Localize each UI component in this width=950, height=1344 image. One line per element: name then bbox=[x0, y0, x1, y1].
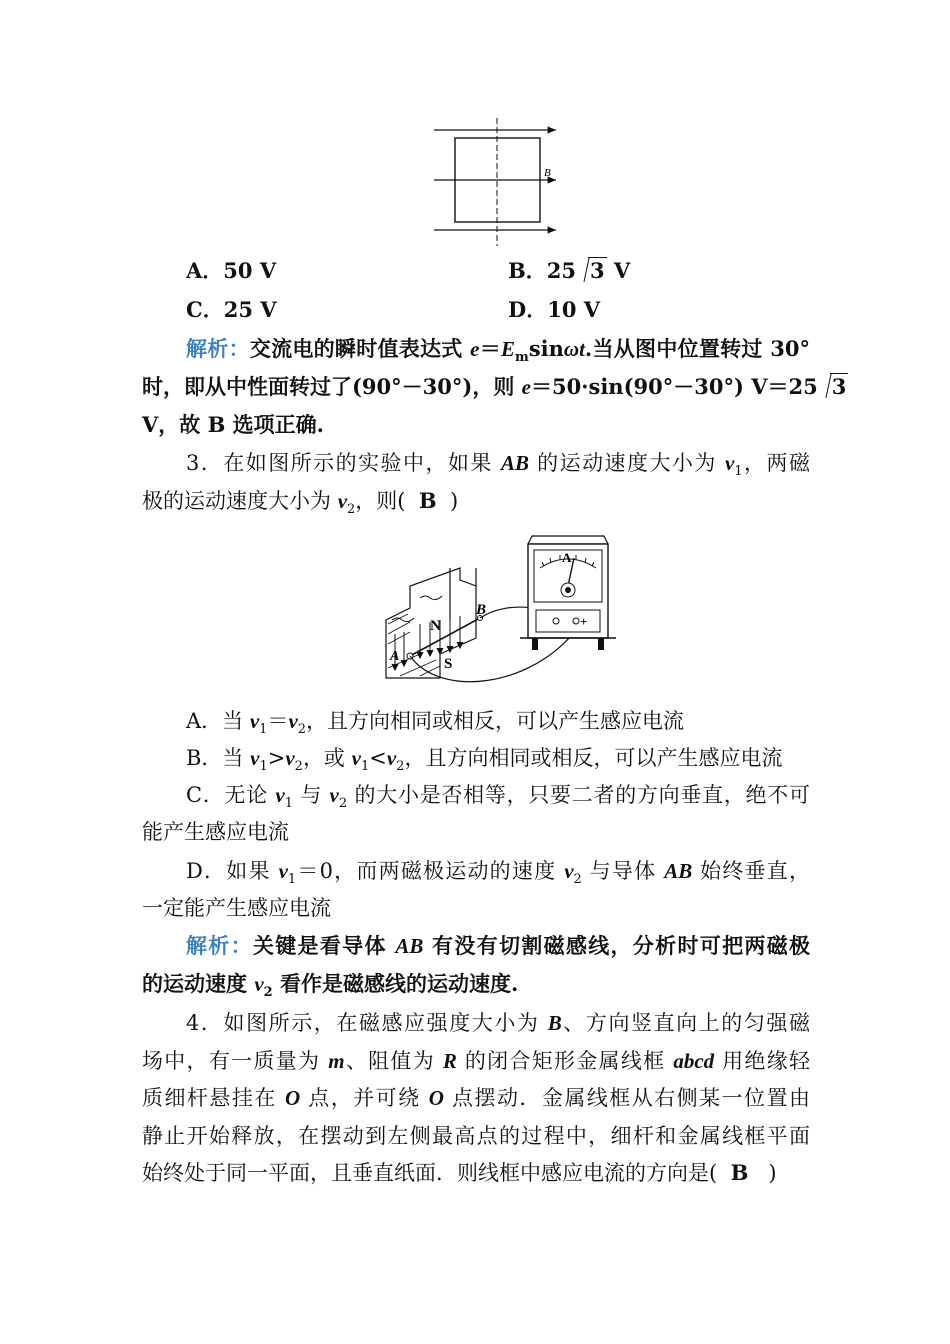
q2-option-d: D．10 V bbox=[508, 297, 601, 322]
q2-option-a: A．50 V bbox=[186, 258, 277, 283]
label-pole-n: N bbox=[430, 618, 441, 634]
q4-answer: B bbox=[730, 1160, 749, 1185]
q3-option-c-line2: 能产生感应电流 bbox=[142, 820, 289, 844]
q4-stem-line2: 场中，有一质量为 m、阻值为 R 的闭合矩形金属线框 abcd 用绝缘轻 bbox=[142, 1049, 810, 1073]
label-conductor-b: B bbox=[476, 602, 487, 618]
q4-stem-line5: 始终处于同一平面，且垂直纸面．则线框中感应电流的方向是( B ) bbox=[142, 1160, 777, 1185]
q2-option-c: C．25 V bbox=[186, 297, 277, 322]
q3-stem-line1: 3．在如图所示的实验中，如果 AB 的运动速度大小为 $v_1$，两磁 bbox=[186, 451, 810, 480]
q3-analysis-line1: 解析：关键是看导体 AB 有没有切割磁感线，分析时可把两磁极 bbox=[186, 933, 811, 958]
q3-option-d-line2: 一定能产生感应电流 bbox=[142, 896, 331, 920]
q4-stem-line1: 4．如图所示，在磁感应强度大小为 B、方向竖直向上的匀强磁 bbox=[186, 1011, 810, 1035]
meter-label: A bbox=[562, 550, 572, 565]
q4-stem-line4: 静止开始释放，在摆动到左侧最高点的过程中，细杆和金属线框平面 bbox=[142, 1124, 810, 1148]
q2-analysis-line2: 时，即从中性面转过了(90°－30°)，则 e＝50·sin(90°－30°) V＝25 3 bbox=[142, 372, 810, 402]
terminal-plus: + bbox=[580, 614, 588, 629]
galvanometer-apparatus-figure bbox=[380, 528, 620, 690]
label-pole-s: S bbox=[444, 656, 453, 672]
q3-answer: B bbox=[418, 488, 437, 513]
q3-analysis-line2: 的运动速度 $v_2$ 看作是磁感线的运动速度. bbox=[142, 971, 519, 1001]
q2-option-b: B．25 3 V bbox=[508, 256, 630, 286]
q3-option-a: A．当 $v_1=v_2$，且方向相同或相反，可以产生感应电流 bbox=[186, 709, 685, 738]
q3-stem-line2: 极的运动速度大小为 $v_2$，则( B ) bbox=[142, 488, 459, 518]
q2-analysis-line3: V，故 B 选项正确. bbox=[142, 412, 324, 437]
coil-field-figure bbox=[430, 118, 560, 246]
q2-analysis-line1: 解析：交流电的瞬时值表达式 $e=E_m\sin\omega t$.当从图中位置转过 30° bbox=[186, 336, 811, 366]
q3-option-b: B．当 $v_1>v_2$，或 $v_1<v_2$，且方向相同或相反，可以产生感应电流 bbox=[186, 746, 783, 775]
q4-stem-line3: 质细杆悬挂在 O 点，并可绕 O 点摆动．金属线框从右侧某一位置由 bbox=[142, 1086, 810, 1110]
field-label-b: B bbox=[544, 167, 551, 179]
label-conductor-a: A bbox=[390, 649, 400, 664]
q3-option-c-line1: C．无论 $v_1$ 与 $v_2$ 的大小是否相等，只要二者的方向垂直，绝不可 bbox=[186, 783, 810, 812]
q3-option-d-line1: D．如果 $v_1=0$，而两磁极运动的速度 $v_2$ 与导体 AB 始终垂直， bbox=[186, 859, 810, 888]
